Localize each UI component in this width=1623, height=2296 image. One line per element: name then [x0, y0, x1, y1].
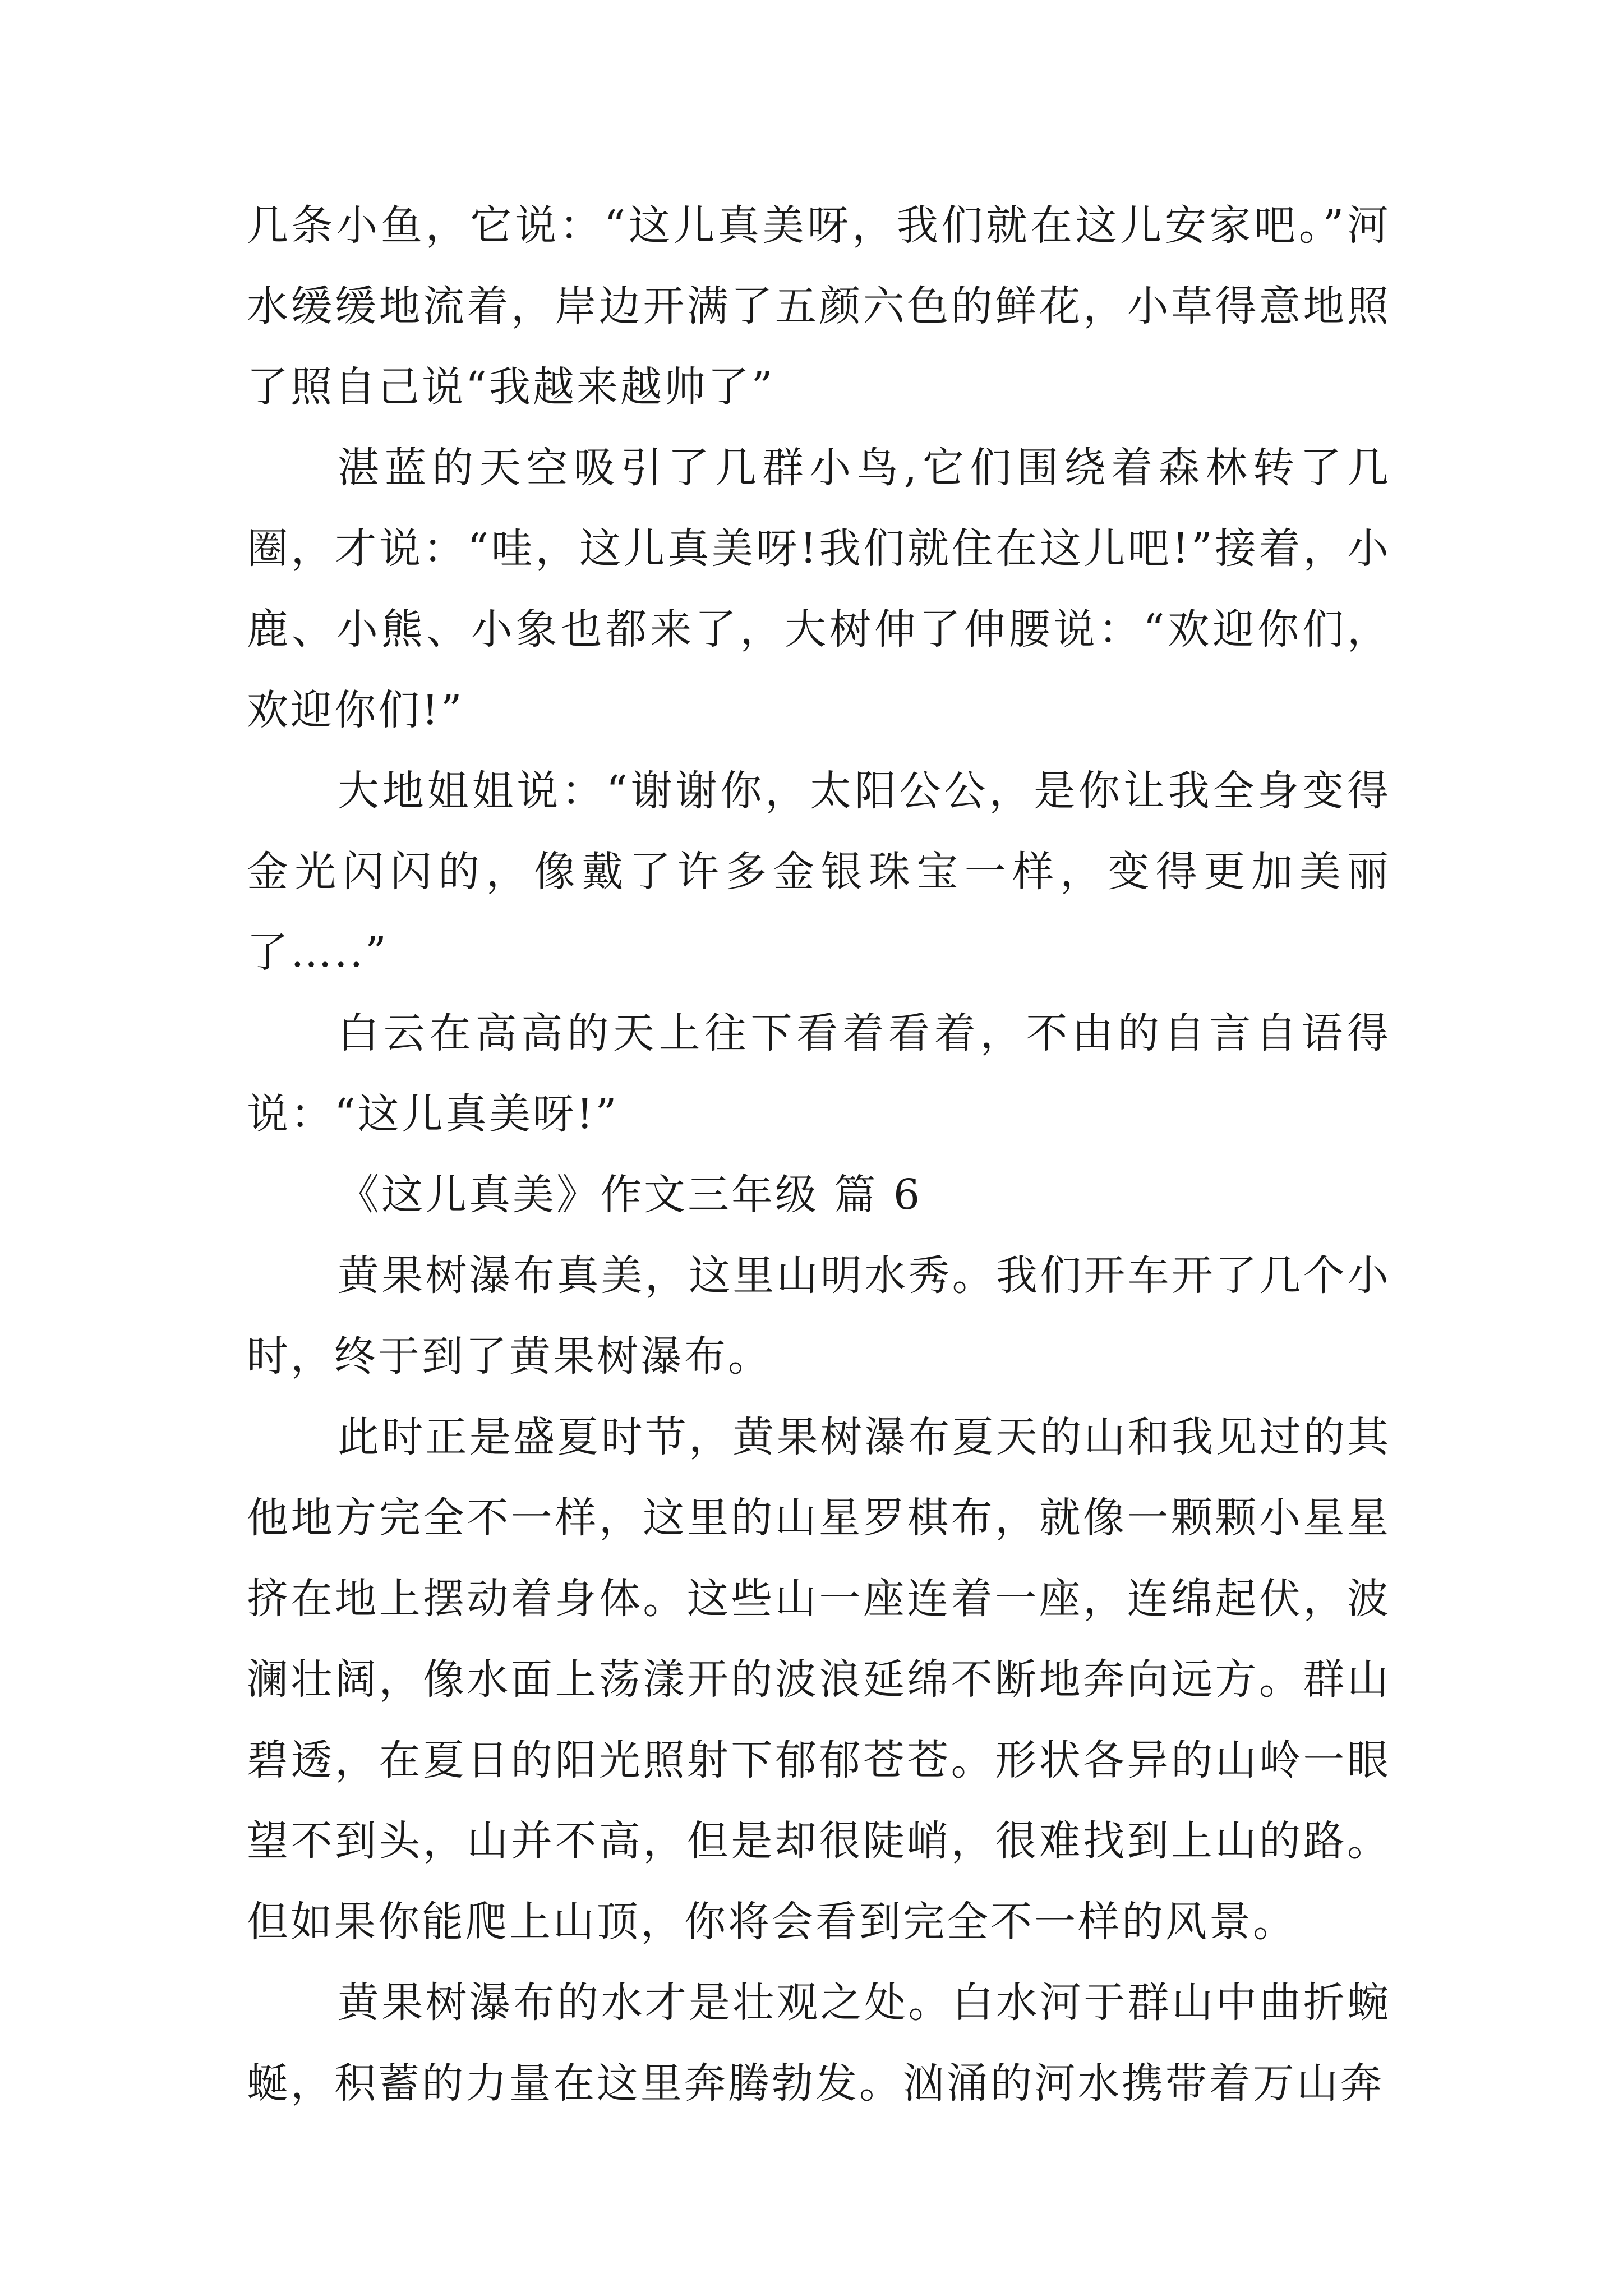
document-body [247, 185, 1391, 2124]
paragraph-mountains: 此时正是盛夏时节，黄果树瀑布夏天的山和我见过的其他地方完全不一样，这里的山星罗棋布，就像一颗颗小星星挤在地上摆动着身体。这些山一座连着一座，连绵起伏，波澜壮阔，像水面上荡漾开的波浪延绵不断地奔向远方。群山碧透，在夏日的阳光照射下郁郁苍苍。形状各异的山岭一眼望不到头，山并不高，但是却很陡峭，很难找到上山的路。但如果你能爬上山顶，你将会看到完全不一样的风景。 [247, 1413, 1391, 1946]
paragraph-water: 黄果树瀑布的水才是壮观之处。白水河于群山中曲折蜿蜒，积蓄的力量在这里奔腾勃发。汹涌的河水携带着万山奔 [247, 1978, 1391, 2108]
paragraph-earth: 大地姐姐说：“谢谢你，太阳公公，是你让我全身变得金光闪闪的，像戴了许多金银珠宝一样，变得更加美丽了…..” [247, 767, 1391, 977]
paragraph-continuation: 几条小鱼，它说：“这儿真美呀，我们就在这儿安家吧。”河水缓缓地流着，岸边开满了五颜六色的鲜花，小草得意地照了照自己说“我越来越帅了” [247, 201, 1391, 411]
paragraph-clouds: 白云在高高的天上往下看着看着，不由的自言自语得说：“这儿真美呀!” [247, 1009, 1391, 1138]
section-heading: 《这儿真美》作文三年级 篇 6 [338, 1171, 923, 1219]
paragraph-birds: 湛蓝的天空吸引了几群小鸟,它们围绕着森林转了几圈，才说：“哇，这儿真美呀!我们就住在这儿吧!”接着，小鹿、小熊、小象也都来了，大树伸了伸腰说：“欢迎你们，欢迎你们!” [247, 444, 1391, 734]
paragraph-waterfall-intro: 黄果树瀑布真美，这里山明水秀。我们开车开了几个小时，终于到了黄果树瀑布。 [247, 1251, 1391, 1381]
